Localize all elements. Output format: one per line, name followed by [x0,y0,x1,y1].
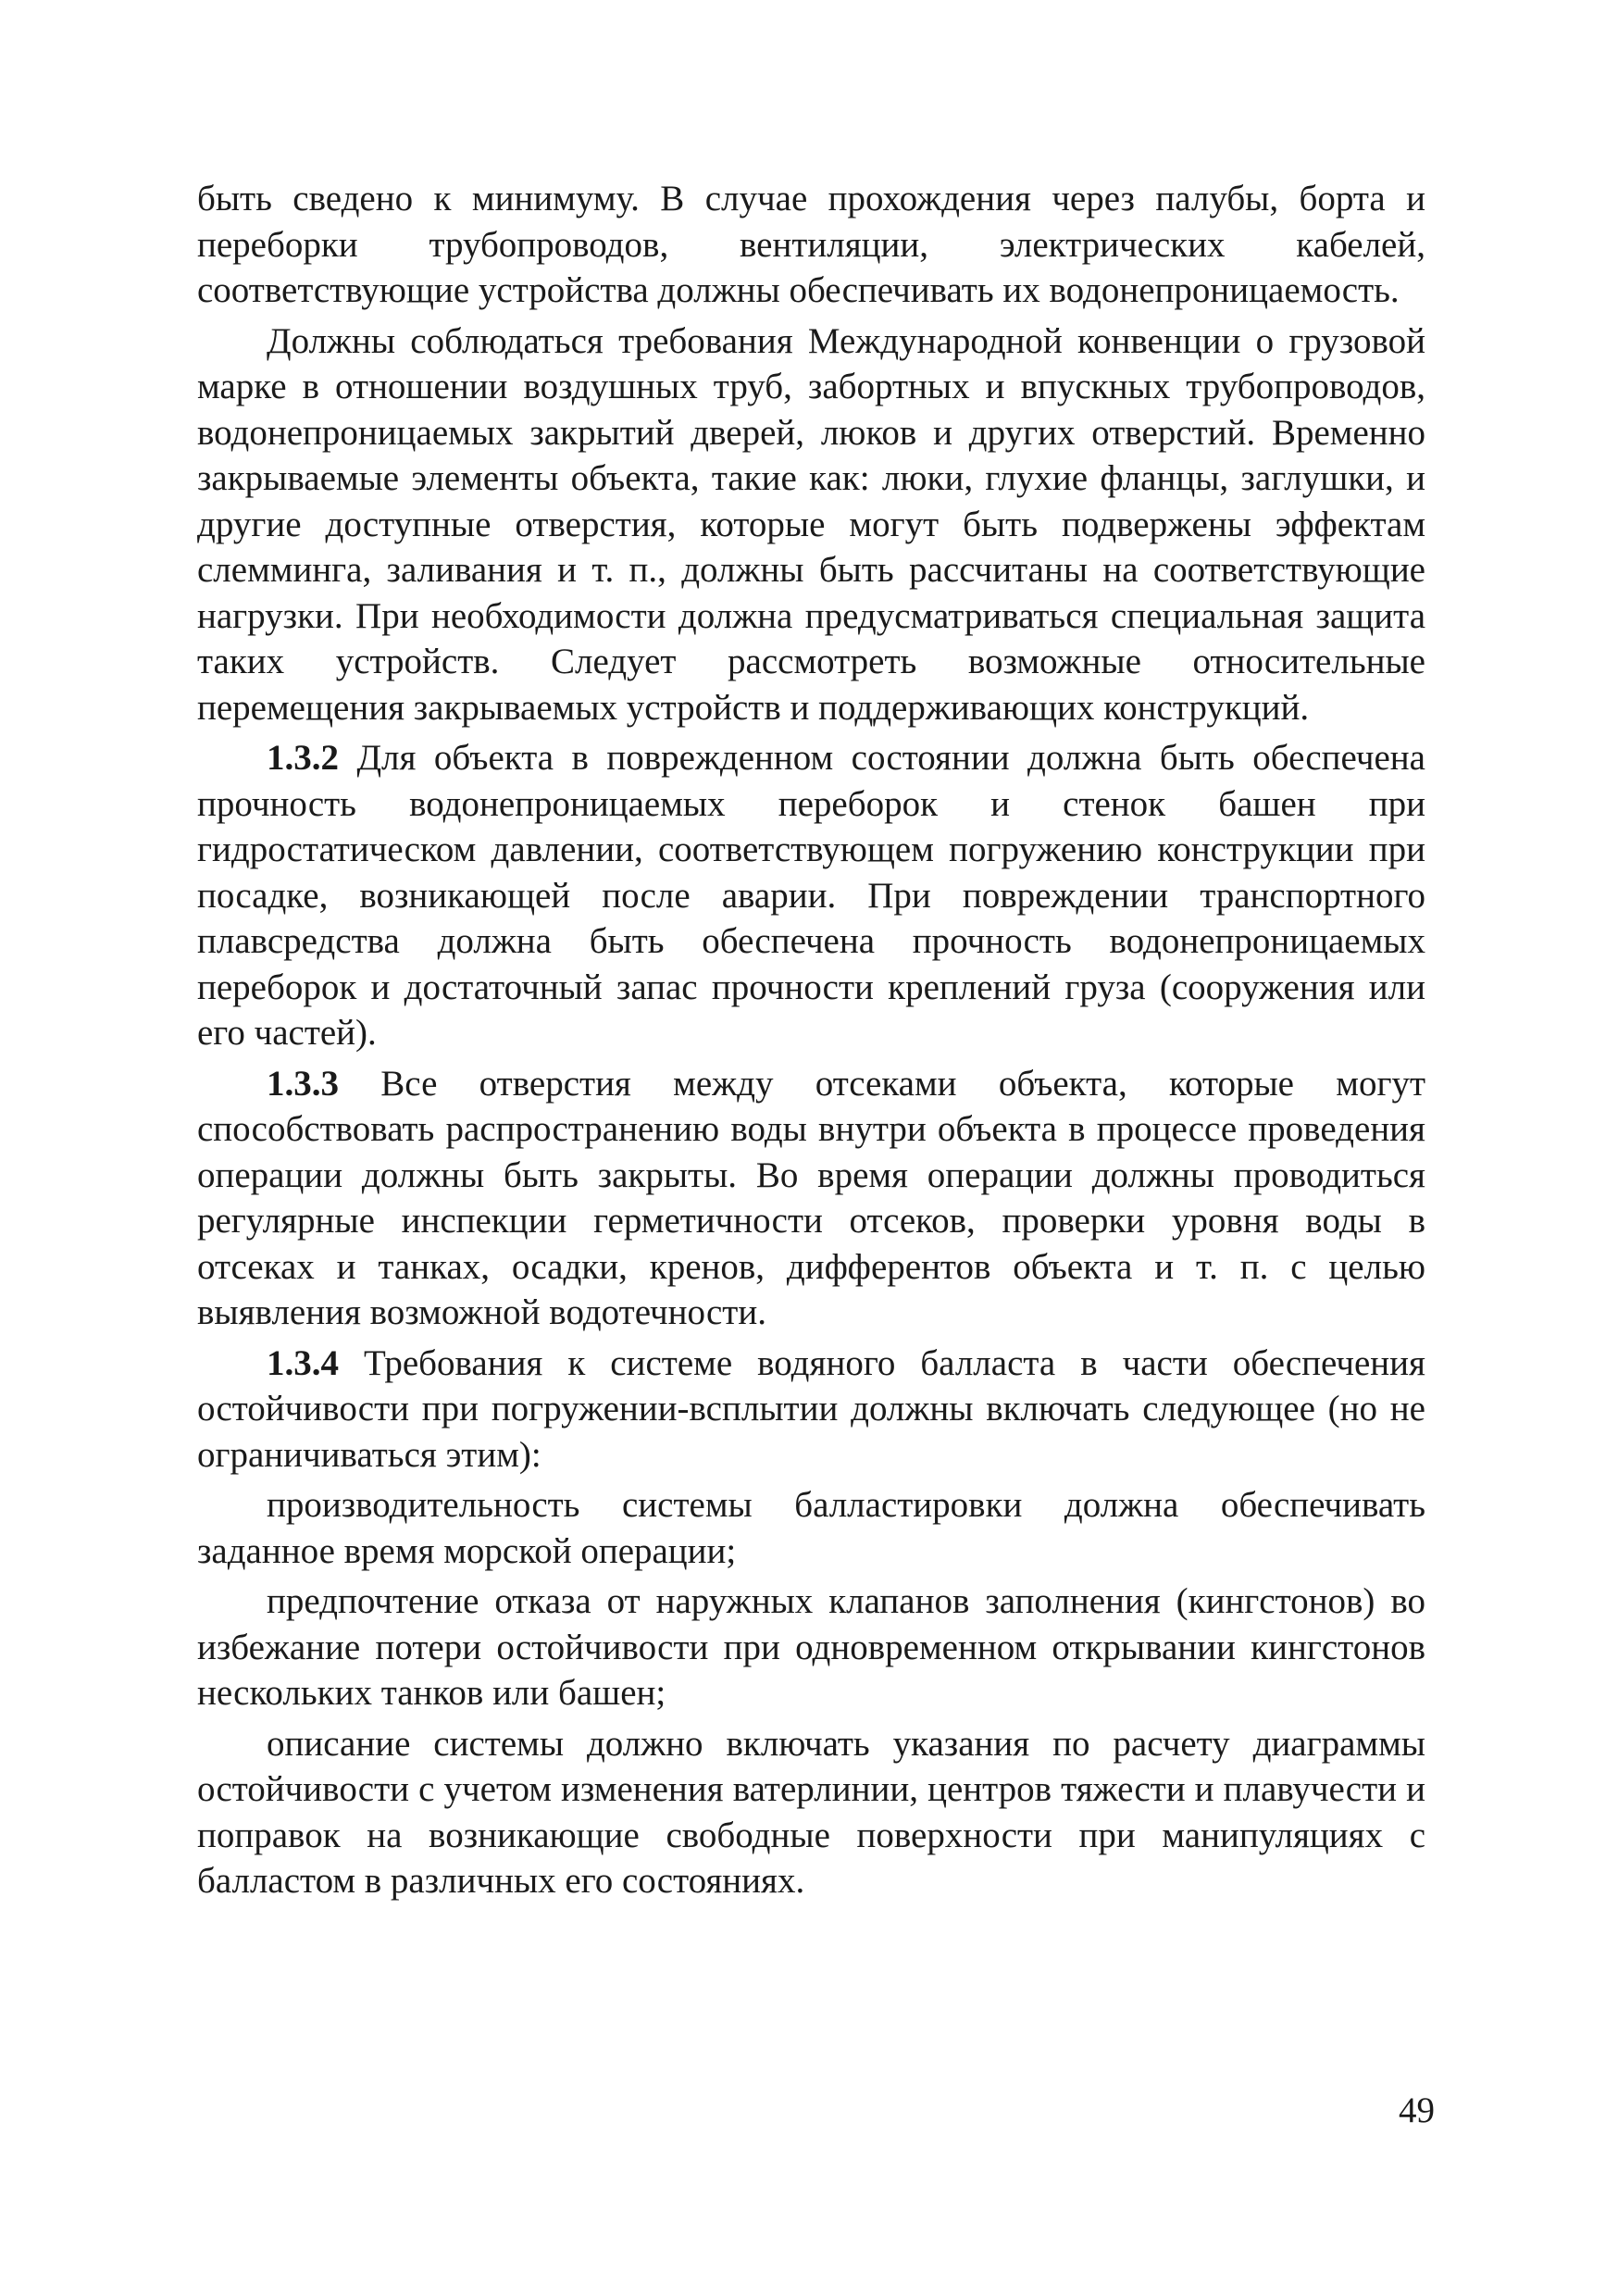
list-item-ballast-capacity [197,1482,1425,1574]
body-text [197,176,1425,1909]
page-number: 49 [1399,2090,1435,2130]
paragraph-text: производительность системы балластировки должна обеспечивать заданное время морской операции; [197,1485,1425,1571]
paragraph-text: описание системы должно включать указания по расчету диаграммы остойчивости с учетом изменения ватерлинии, центров тяжести и плавучести и поправок на возникающие свободные поверхности при манипуляциях с балластом в различных его состояниях. [197,1723,1425,1901]
paragraph-text: быть сведено к минимуму. В случае прохождения через палубы, борта и переборки трубопроводов, вентиляции, электрических кабелей, соответствующие устройства должны обеспечивать их водонепроницаемость. [197,179,1425,310]
paragraph-text: Требования к системе водяного балласта в части обеспечения остойчивости при погружении-всплытии должны включать следующее (но не ограничиваться этим): [197,1342,1425,1475]
paragraph-text: Должны соблюдаться требования Международной конвенции о грузовой марке в отношении воздушных труб, забортных и впускных трубопроводов, водонепроницаемых закрытий дверей, люков и других отверстий. Временно закрываемые элементы объекта, такие как: люки, глухие фланцы, заглушки, и другие доступные отверстия, которые могут быть подвержены эффектам слемминга, заливания и т. п., должны быть рассчитаны на соответствующие нагрузки. При необходимости должна предусматриваться специальная защита таких устройств. Следует рассмотреть возможные относительные перемещения закрываемых устройств и поддерживающих конструкций. [197,320,1425,728]
paragraph-text: Все отверстия между отсеками объекта, которые могут способствовать распространению воды внутри объекта в процессе проведения операции должны быть закрыты. Во время операции должны проводиться регулярные инспекции герметичности отсеков, проверки уровня воды в отсеках и танках, осадки, кренов, дифферентов объекта и т. п. с целью выявления возможной водотечности. [197,1063,1425,1332]
paragraph-continuation [197,176,1425,314]
paragraph-loadline-requirements [197,318,1425,731]
section-number: 1.3.4 [267,1342,339,1383]
paragraph-section-1-3-2 [197,735,1425,1056]
paragraph-text: предпочтение отказа от наружных клапанов заполнения (кингстонов) во избежание потери остойчивости при одновременном открывании кингстонов нескольких танков или башен; [197,1581,1425,1713]
list-item-kingston-valves [197,1578,1425,1716]
section-number: 1.3.2 [267,738,339,778]
section-number: 1.3.3 [267,1063,339,1104]
list-item-system-description [197,1721,1425,1904]
paragraph-section-1-3-3 [197,1061,1425,1336]
paragraph-text: Для объекта в поврежденном состоянии должна быть обеспечена прочность водонепроницаемых переборок и стенок башен при гидростатическом давлении, соответствующем погружению конструкции при посадке, возникающей после аварии. При повреждении транспортного плавсредства должна быть обеспечена прочность водонепроницаемых переборок и достаточный запас прочности креплений груза (сооружения или его частей). [197,738,1425,1053]
paragraph-section-1-3-4 [197,1341,1425,1479]
